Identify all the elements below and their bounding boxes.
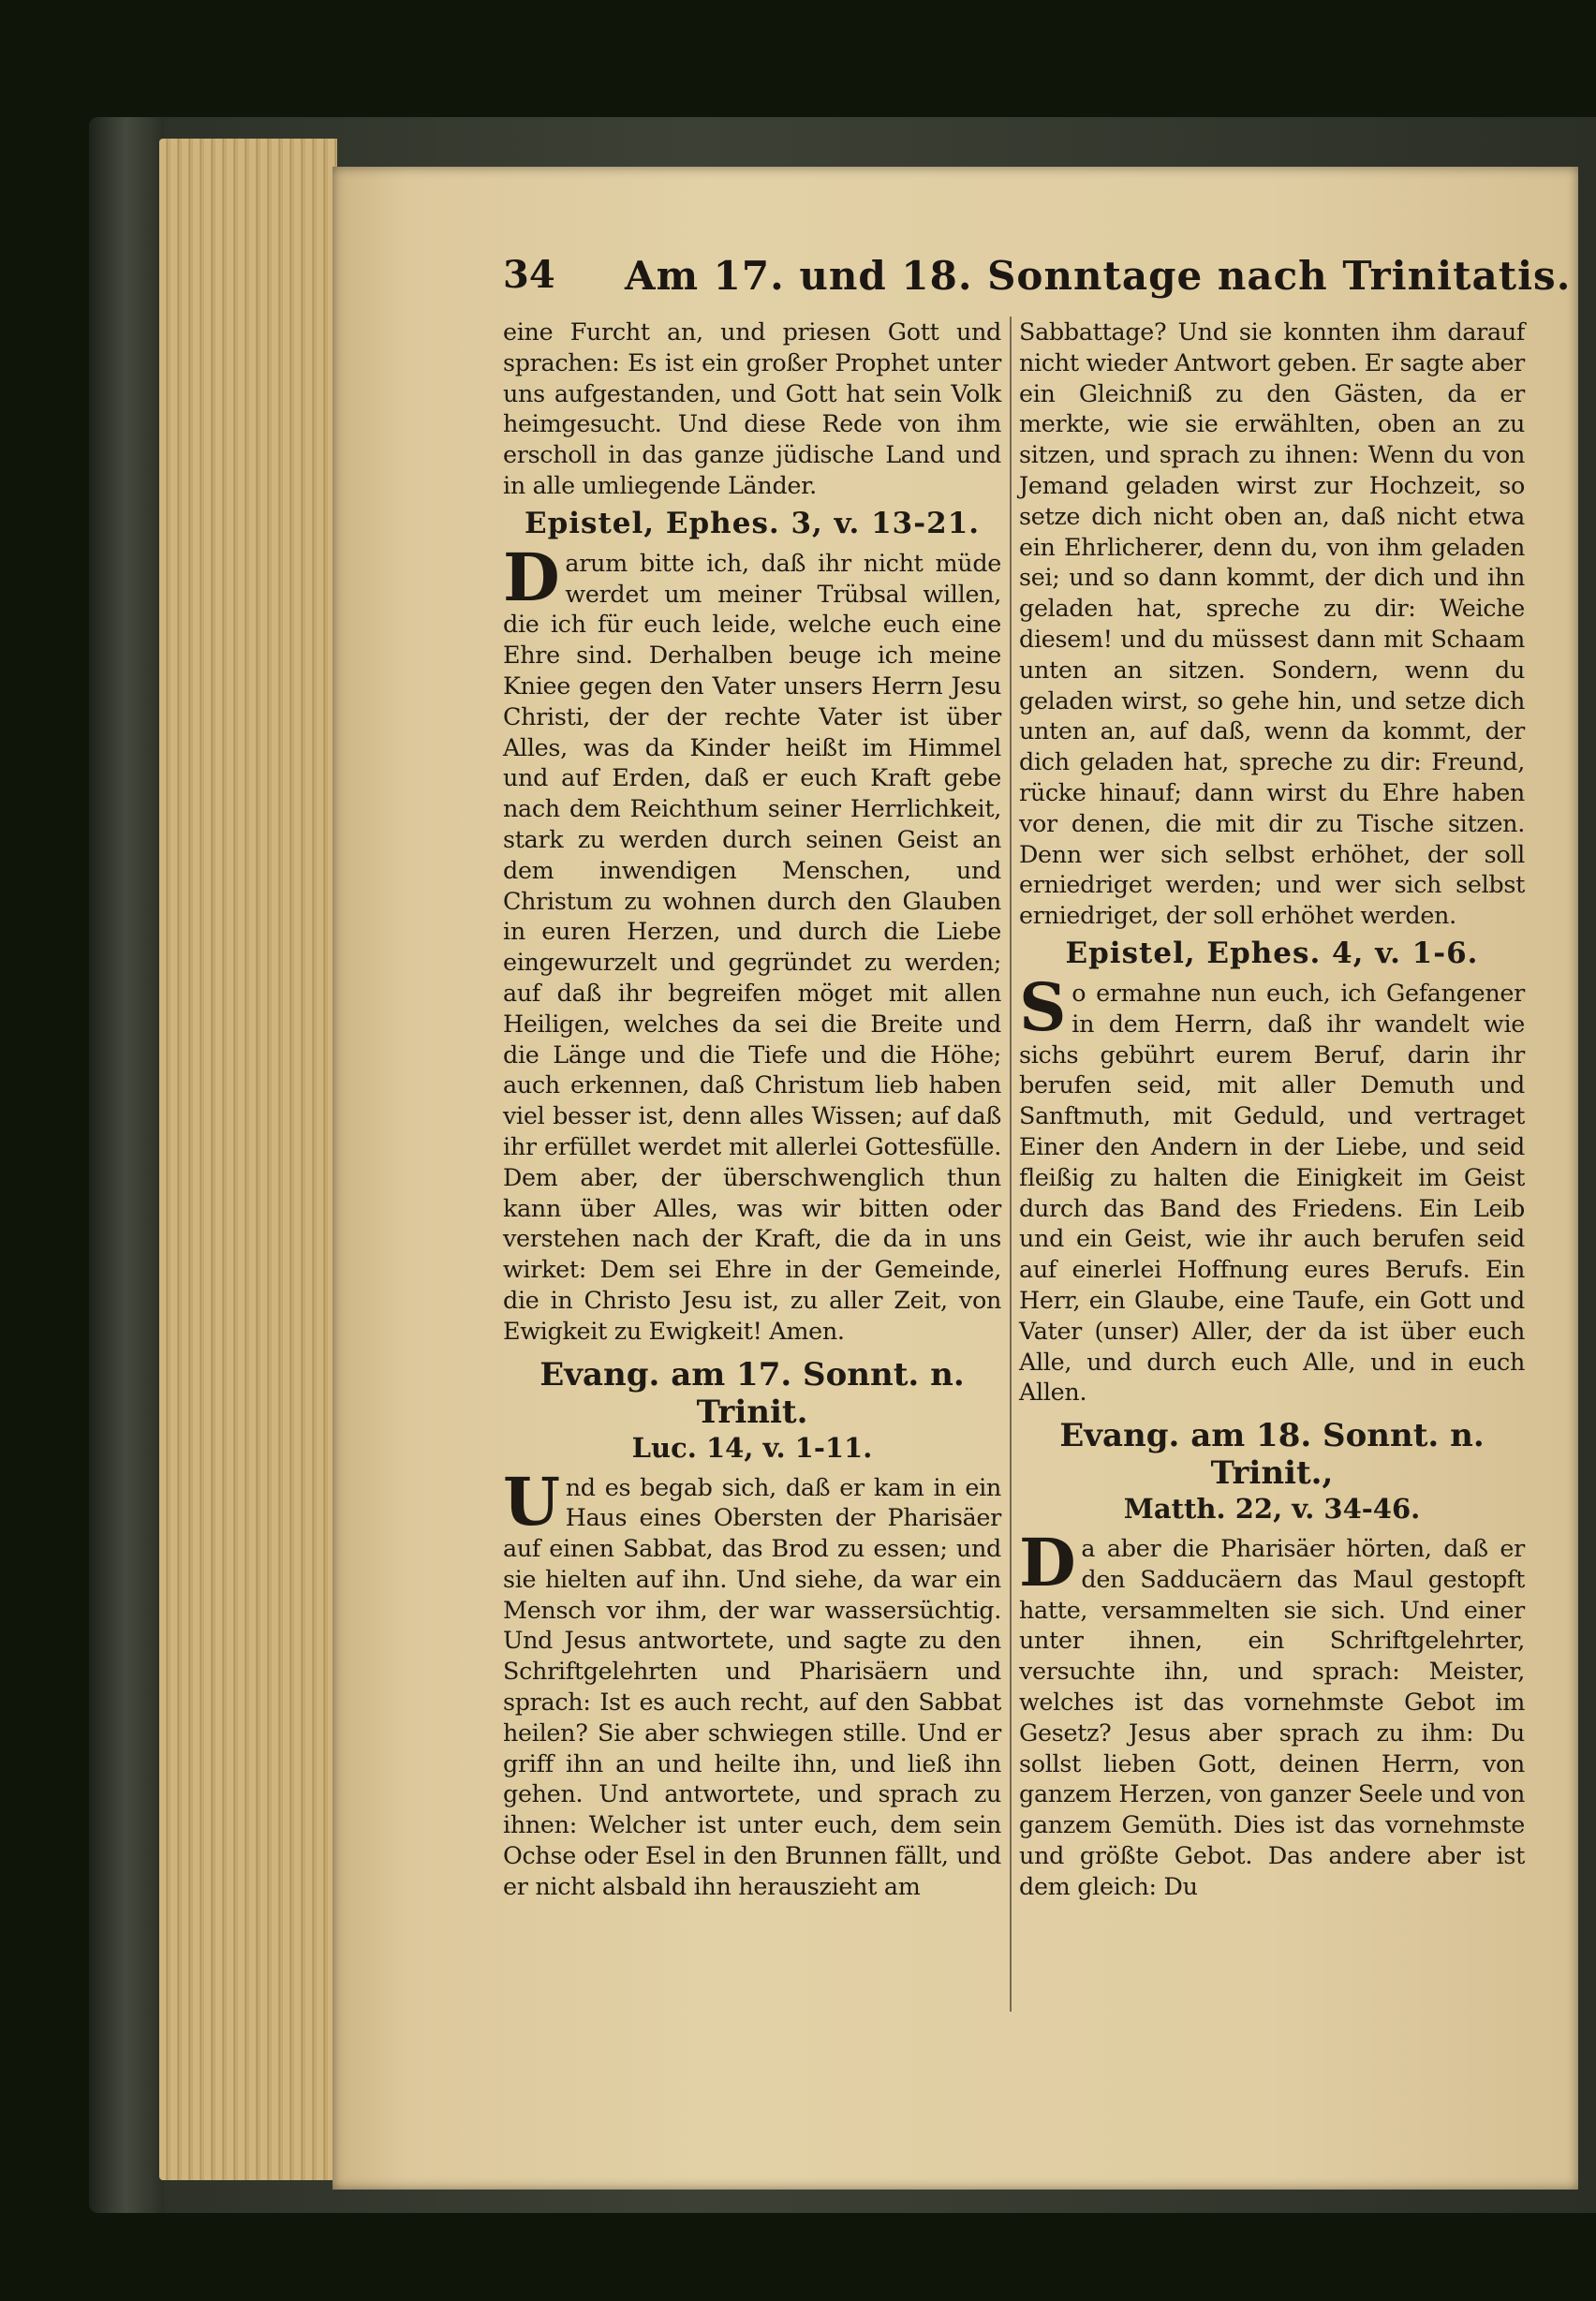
gospel-reference: Luc. 14, v. 1-11. bbox=[631, 1431, 873, 1464]
intro-paragraph: eine Furcht an, und priesen Gott und sprachen: Es ist ein großer Prophet unter uns aufgestanden, und Gott hat sein Volk heimgesucht. Und diese Rede von ihm erscholl in das ganze jüdische Land und in alle umliegende Länder. bbox=[503, 317, 1001, 499]
gospel-paragraph bbox=[503, 1462, 1001, 1902]
drop-cap: D bbox=[1019, 1524, 1076, 1602]
drop-cap: S bbox=[1019, 967, 1067, 1046]
left-column bbox=[503, 317, 1001, 1902]
gospel-heading: Evang. am 18. Sonnt. n. Trinit., bbox=[1059, 1417, 1485, 1493]
gospel-paragraph bbox=[1019, 1524, 1525, 1902]
page-number: 34 bbox=[503, 253, 555, 297]
page-header bbox=[503, 253, 1572, 309]
epistle-body: o ermahne nun euch, ich Gefangener in dem Herrn, daß ihr wandelt wie sichs gebührt eurem Beruf, darin ihr berufen seid, mit aller Demuth und Sanftmuth, mit Geduld, und vertraget Einer den Andern in der Liebe, und seid fleißig zu halten die Einigkeit im Geist durch das Band des Friedens. Ein Leib und ein Geist, wie ihr auch berufen seid auf einerlei Hoffnung eures Berufs. Ein Herr, ein Glaube, eine Taufe, ein Gott und Vater (unser) Aller, der da ist über euch Alle, und durch euch Alle, und in euch Allen. bbox=[1019, 978, 1525, 1407]
column-divider bbox=[1010, 317, 1012, 2012]
epistle-heading: Epistel, Ephes. 3, v. 13-21. bbox=[524, 506, 981, 540]
right-column bbox=[1019, 317, 1525, 1902]
gospel-reference: Matth. 22, v. 34-46. bbox=[1123, 1493, 1421, 1526]
book-spine bbox=[89, 117, 164, 2213]
epistle-paragraph bbox=[503, 538, 1001, 1347]
epistle-body: arum bitte ich, daß ihr nicht müde werdet um meiner Trübsal willen, die ich für euch leide, welche euch eine Ehre sind. Derhalben beuge ich meine Kniee gegen den Vater unsers Herrn Jesu Christi, der der rechte Vater ist über Alles, was da Kinder heißt im Himmel und auf Erden, daß er euch Kraft gebe nach dem Reichthum seiner Herrlichkeit, stark zu werden durch seinen Geist an dem inwendigen Menschen, und Christum zu wohnen durch den Glauben in euren Herzen, und durch die Liebe eingewurzelt und gegründet zu werden; auf daß ihr begreifen möget mit allen Heiligen, welches da sei die Breite und die Länge und die Tiefe und die Höhe; auch erkennen, daß Christum lieb haben viel besser ist, denn alles Wissen; auf daß ihr erfüllet werdet mit allerlei Gottesfülle. Dem aber, der überschwenglich thun kann über Alles, was wir bitten oder verstehen nach der Kraft, die da in uns wirket: Dem sei Ehre in der Gemeinde, die in Christo Jesu ist, zu aller Zeit, von Ewigkeit zu Ewigkeit! Amen. bbox=[503, 548, 1001, 1345]
page-edges bbox=[159, 139, 337, 2180]
epistle-paragraph bbox=[1019, 967, 1525, 1408]
gospel-heading: Evang. am 17. Sonnt. n. Trinit. bbox=[539, 1355, 965, 1431]
continued-paragraph: Sabbattage? Und sie konnten ihm darauf nicht wieder Antwort geben. Er sagte aber ein Gleichniß zu den Gästen, da er merkte, wie sie erwählten, oben an zu sitzen, und sprach zu ihnen: Wenn du von Jemand geladen wirst zur Hochzeit, so setze dich nicht oben an, daß nicht etwa ein Ehrlicherer, denn du, von ihm geladen sei; und so dann kommt, der dich und ihn geladen hat, spreche zu dir: Weiche diesem! und du müssest dann mit Schaam unten an sitzen. Sondern, wenn du geladen wirst, so gehe hin, und setze dich unten an, auf daß, wenn da kommt, der dich geladen hat, spreche zu dir: Freund, rücke hinauf; dann wirst du Ehre haben vor denen, die mit dir zu Tische sitzen. Denn wer sich selbst erhöhet, der soll erniedriget werden; und wer sich selbst erniedriget, der soll erhöhet werden. bbox=[1019, 317, 1525, 930]
drop-cap: D bbox=[503, 538, 560, 616]
epistle-heading: Epistel, Ephes. 4, v. 1-6. bbox=[1065, 936, 1479, 970]
gospel-body: nd es begab sich, daß er kam in ein Haus eines Obersten der Pharisäer auf einen Sabbat, das Brod zu essen; und sie hielten auf ihn. Und siehe, da war ein Mensch vor ihm, der war wassersüchtig. Und Jesus antwortete, und sagte zu den Schriftgelehrten und Pharisäern und sprach: Ist es auch recht, auf den Sabbat heilen? Sie aber schwiegen stille. Und er griff ihn an und heilte ihn, und ließ ihn gehen. Und antwortete, und sprach zu ihnen: Welcher ist unter euch, dem sein Ochse oder Esel in den Brunnen fällt, und er nicht alsbald ihn herauszieht am bbox=[503, 1472, 1001, 1900]
drop-cap: U bbox=[503, 1462, 560, 1541]
gospel-body: a aber die Pharisäer hörten, daß er den Sadducäern das Maul gestopft hatte, versammelten sie sich. Und einer unter ihnen, ein Schriftgelehrter, versuchte ihn, und sprach: Meister, welches ist das vornehmste Gebot im Gesetz? Jesus aber sprach zu ihm: Du sollst lieben Gott, deinen Herrn, von ganzem Herzen, von ganzer Seele und von ganzem Gemüth. Dies ist das vornehmste und größte Gebot. Das andere aber ist dem gleich: Du bbox=[1019, 1534, 1525, 1900]
running-title: Am 17. und 18. Sonntage nach Trinitatis. bbox=[625, 253, 1572, 299]
